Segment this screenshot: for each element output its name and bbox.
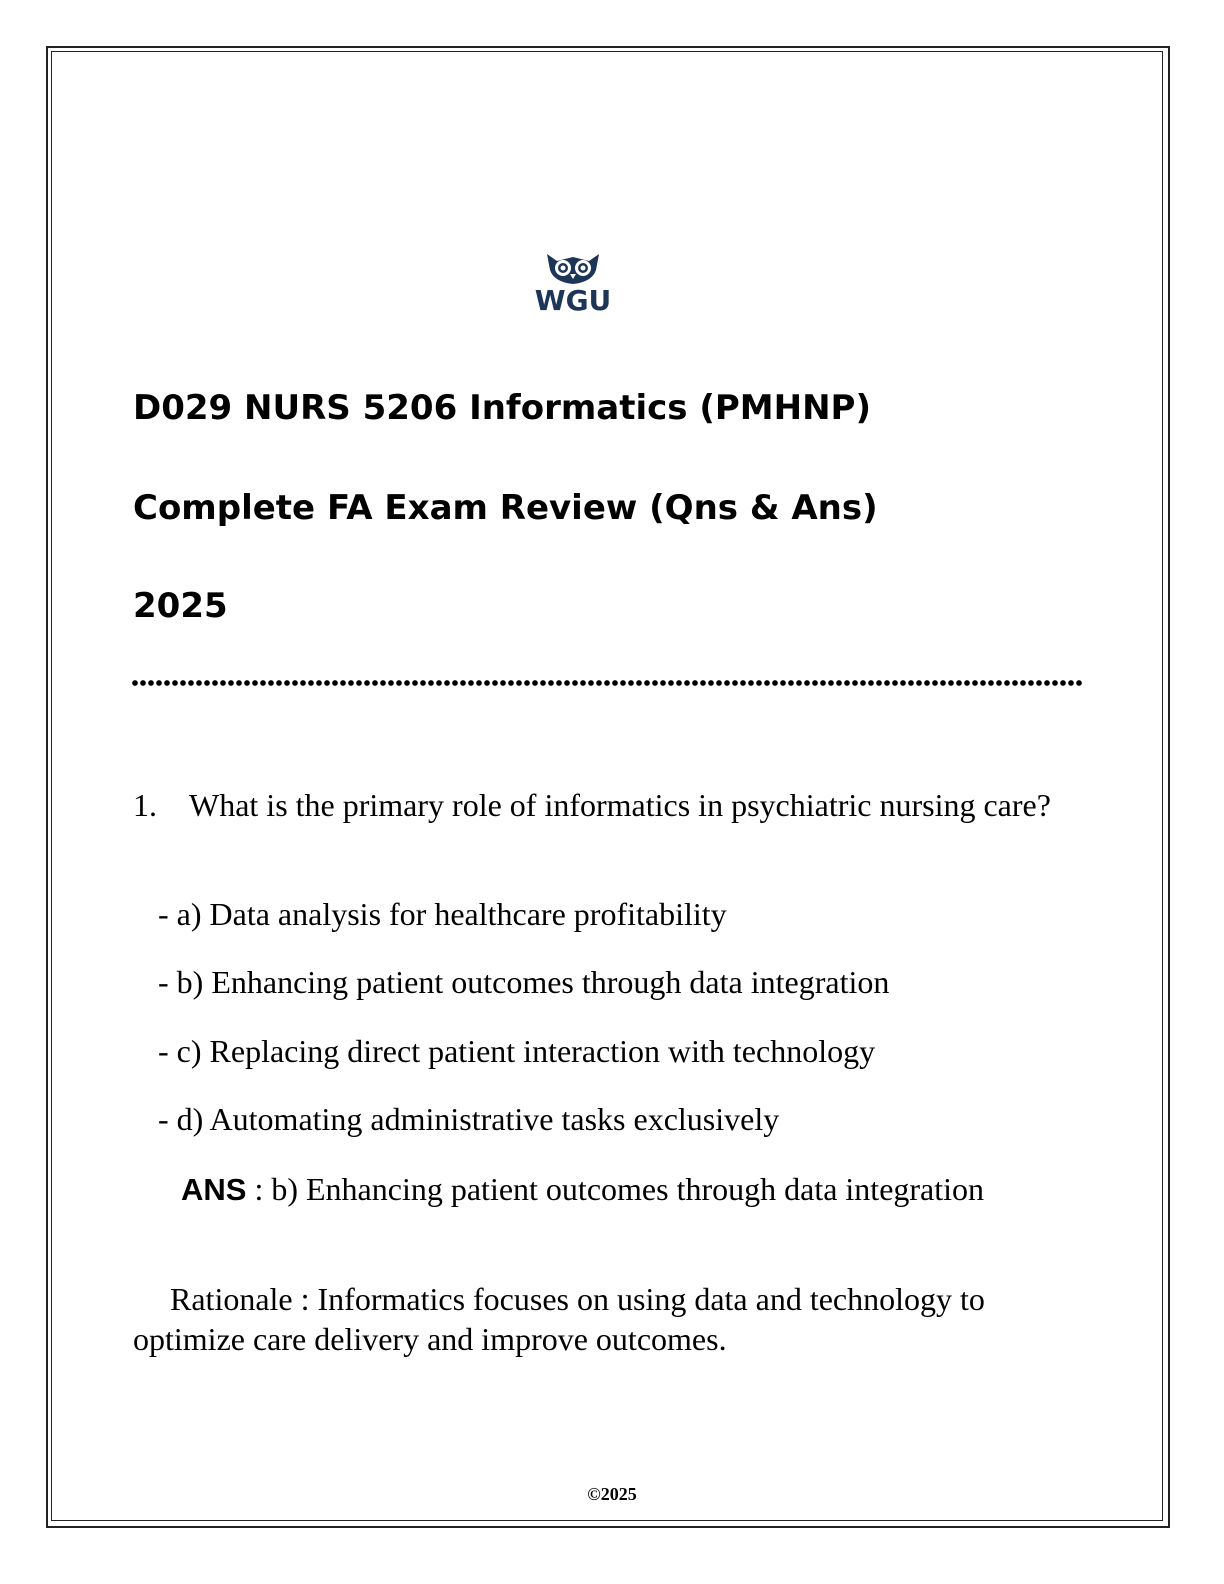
question-number: 1. xyxy=(133,787,157,823)
option-b: - b) Enhancing patient outcomes through data integration xyxy=(158,964,890,1000)
answer-label: ANS xyxy=(181,1172,247,1207)
owl-icon xyxy=(528,248,618,288)
rationale-block xyxy=(133,1279,1093,1359)
option-d: - d) Automating administrative tasks exclusively xyxy=(158,1101,780,1137)
option-a: - a) Data analysis for healthcare profitability xyxy=(158,896,727,932)
wgu-logo xyxy=(528,248,618,322)
answer-text: : b) Enhancing patient outcomes through data integration xyxy=(254,1171,985,1207)
option-c: - c) Replacing direct patient interaction with technology xyxy=(158,1033,876,1069)
document-title-line2: Complete FA Exam Review (Qns & Ans) xyxy=(133,488,878,528)
document-title-line1: D029 NURS 5206 Informatics (PMHNP) xyxy=(133,388,872,428)
question-text: What is the primary role of informatics in psychiatric nursing care? xyxy=(189,787,1051,823)
document-year: 2025 xyxy=(133,586,228,626)
rationale-text: Rationale : Informatics focuses on using data and technology to optimize care delivery and improve outcomes. xyxy=(133,1281,985,1357)
answer-block xyxy=(133,1169,1093,1210)
question-block xyxy=(133,785,1093,825)
logo-text: WGU xyxy=(534,284,612,317)
footer-copyright: ©2025 xyxy=(587,1484,637,1504)
dotted-divider xyxy=(131,679,1083,687)
